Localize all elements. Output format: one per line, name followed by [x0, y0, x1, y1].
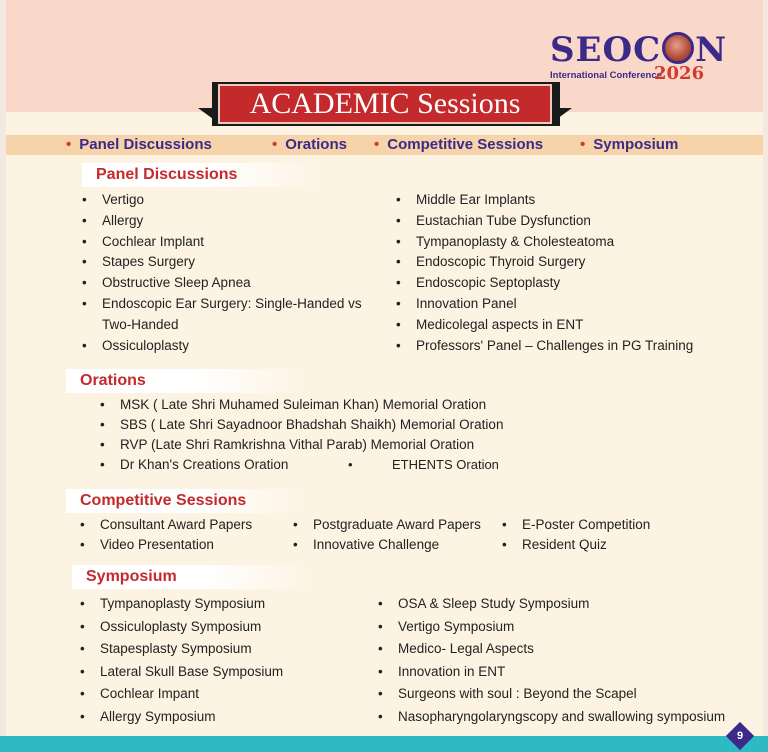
list-item: • OSA & Sleep Study Symposium [378, 593, 748, 616]
list-item: • Medico- Legal Aspects [378, 638, 748, 661]
section-heading-competitive-sessions: Competitive Sessions [66, 489, 306, 513]
list-item: • Tympanoplasty Symposium [80, 593, 350, 616]
competitive-sessions-col1 [80, 515, 280, 555]
list-item: • Tympanoplasty & Cholesteatoma [396, 232, 736, 253]
list-item: • Stapes Surgery [82, 252, 372, 273]
nav-item-competitive-sessions[interactable]: • Competitive Sessions [374, 136, 544, 153]
list-item: • Nasopharyngolaryngscopy and swallowing symposium [378, 706, 748, 729]
list-item: • Resident Quiz [502, 535, 702, 555]
page-number: 9 [736, 730, 744, 742]
section-heading-symposium: Symposium [72, 565, 312, 589]
list-item: • Ossiculoplasty [82, 336, 372, 357]
logo-wordmark: SEOC N [550, 30, 728, 70]
list-item: • Innovation Panel [396, 294, 736, 315]
nav-item-symposium[interactable]: • Symposium [580, 136, 679, 153]
panel-discussions-right-list [396, 190, 736, 356]
page-title: ACADEMIC Sessions [218, 84, 552, 124]
list-item: • Endoscopic Ear Surgery: Single-Handed vs Two-Handed [82, 294, 372, 336]
list-item: • Cochlear Impant [80, 683, 350, 706]
list-item: • Endoscopic Thyroid Surgery [396, 252, 736, 273]
list-item: • Ossiculoplasty Symposium [80, 616, 350, 639]
list-item: • Video Presentation [80, 535, 280, 555]
seocon-logo [550, 30, 740, 88]
nav-item-panel-discussions[interactable]: • Panel Discussions [66, 136, 212, 153]
list-item-ethents-oration: ETHENTS Oration [392, 457, 499, 472]
logo-subtitle: International Conference [550, 70, 662, 81]
list-item: • Dr Khan's Creations Oration [100, 455, 520, 475]
bullet-icon: • [374, 136, 380, 153]
list-item: • Innovative Challenge [293, 535, 493, 555]
list-item: • Postgraduate Award Papers [293, 515, 493, 535]
section-heading-panel-discussions: Panel Discussions [82, 163, 322, 187]
list-item: • Medicolegal aspects in ENT [396, 315, 736, 336]
list-item: • Professors' Panel – Challenges in PG Training [396, 336, 736, 357]
symposium-right-list [378, 593, 748, 729]
list-item: • Obstructive Sleep Apnea [82, 273, 372, 294]
list-item: • MSK ( Late Shri Muhamed Suleiman Khan) Memorial Oration [100, 395, 520, 415]
section-heading-orations: Orations [66, 369, 306, 393]
list-item: • SBS ( Late Shri Sayadnoor Bhadshah Shaikh) Memorial Oration [100, 415, 520, 435]
left-edge-strip [0, 0, 6, 752]
list-item: • [348, 457, 353, 472]
section-nav [6, 135, 763, 155]
list-item: • Lateral Skull Base Symposium [80, 661, 350, 684]
list-item: • Stapesplasty Symposium [80, 638, 350, 661]
ear-globe-icon [662, 32, 694, 64]
list-item: • Eustachian Tube Dysfunction [396, 211, 736, 232]
list-item: • Middle Ear Implants [396, 190, 736, 211]
competitive-sessions-col3 [502, 515, 702, 555]
footer-bar [0, 736, 768, 752]
symposium-left-list [80, 593, 350, 729]
bullet-icon: • [272, 136, 278, 153]
right-edge-strip [763, 0, 768, 752]
panel-discussions-left-list [82, 190, 372, 356]
nav-item-orations[interactable]: • Orations [272, 136, 347, 153]
list-item: • Vertigo Symposium [378, 616, 748, 639]
list-item: • Endoscopic Septoplasty [396, 273, 736, 294]
list-item: • Vertigo [82, 190, 372, 211]
list-item: • RVP (Late Shri Ramkrishna Vithal Parab) Memorial Oration [100, 435, 520, 455]
competitive-sessions-col2 [293, 515, 493, 555]
list-item: • Allergy [82, 211, 372, 232]
list-item: • Surgeons with soul : Beyond the Scapel [378, 683, 748, 706]
list-item: • Allergy Symposium [80, 706, 350, 729]
logo-year: 2026 [654, 63, 705, 84]
list-item: • Cochlear Implant [82, 232, 372, 253]
list-item: • E-Poster Competition [502, 515, 702, 535]
page-number-badge [726, 722, 754, 750]
bullet-icon: • [66, 136, 72, 153]
list-item: • Consultant Award Papers [80, 515, 280, 535]
list-item: • Innovation in ENT [378, 661, 748, 684]
bullet-icon: • [580, 136, 586, 153]
